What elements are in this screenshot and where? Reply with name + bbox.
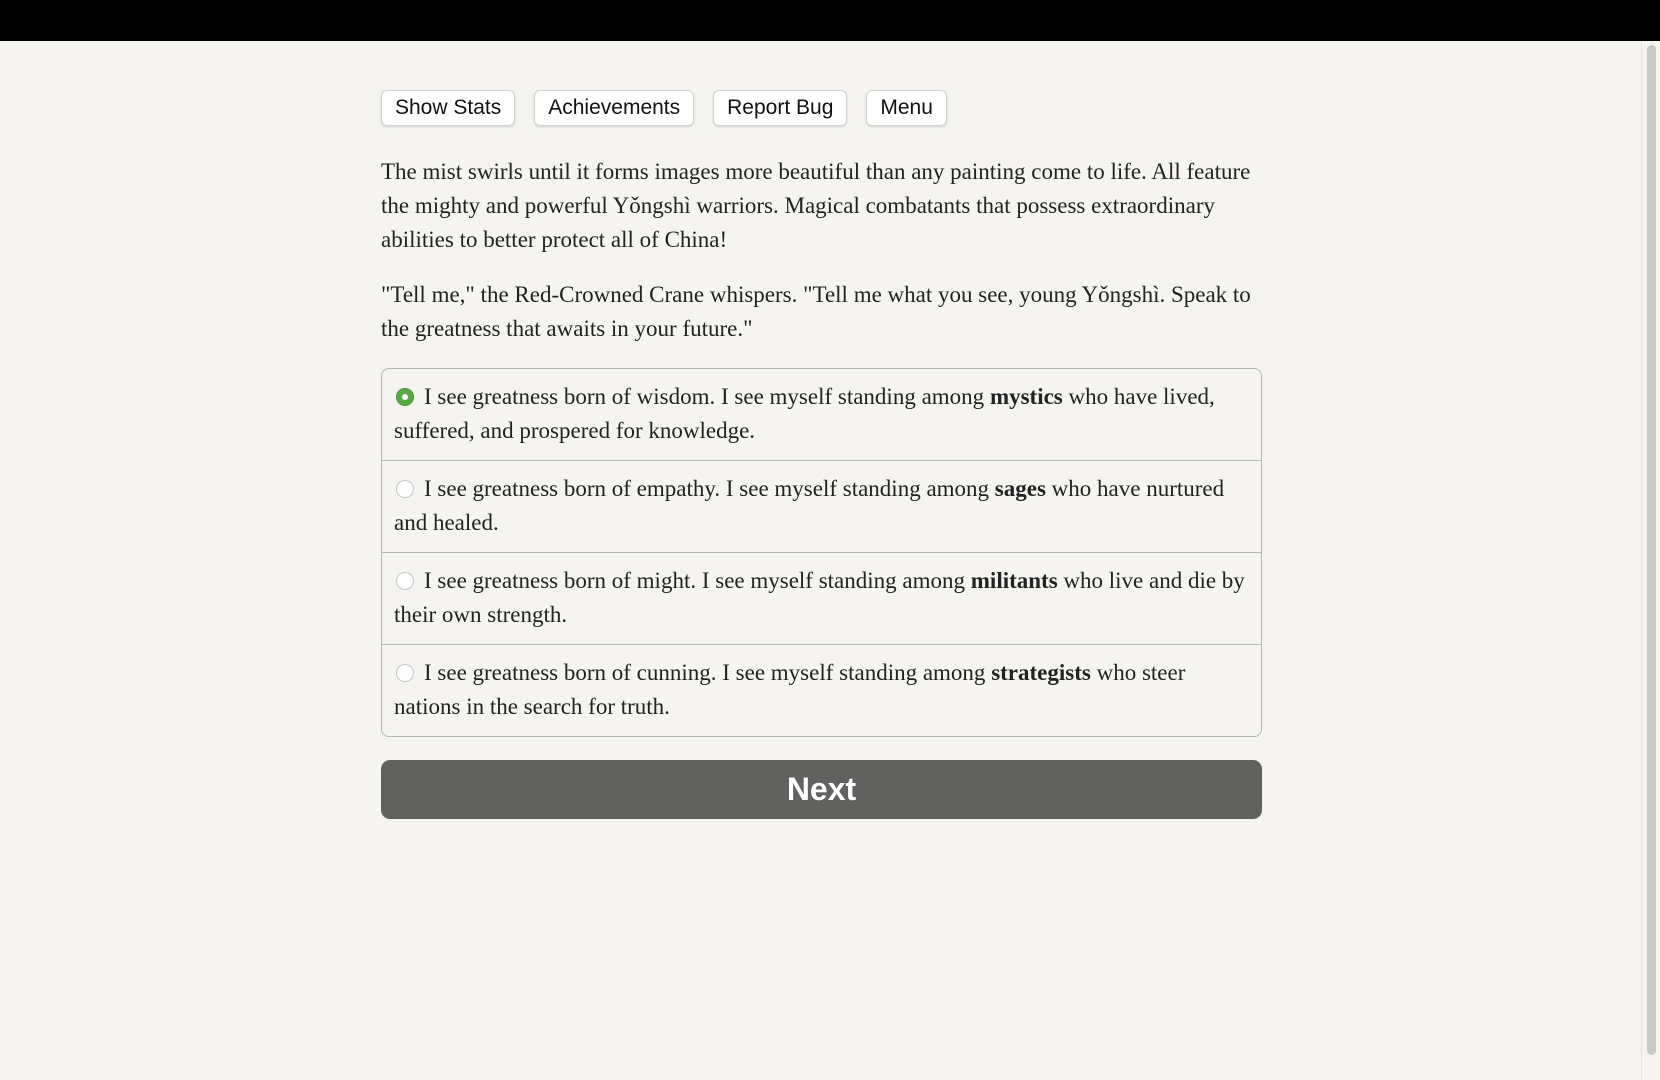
choice-text: I see greatness born of wisdom. I see myself standing among [424,384,990,409]
choice-option-cunning[interactable] [382,644,1261,736]
radio-button-icon[interactable] [396,664,414,682]
choice-text: who live and die by their own strength. [394,568,1245,627]
choice-option-might[interactable] [382,552,1261,644]
toolbar [381,90,1262,125]
browser-top-bar [0,0,1660,41]
choice-keyword: militants [970,568,1058,593]
choice-text: I see greatness born of cunning. I see myself standing among [424,660,992,685]
scrollbar-thumb[interactable] [1647,45,1656,1055]
choice-option-empathy[interactable] [382,460,1261,552]
choice-keyword: strategists [991,660,1091,685]
choice-text: I see greatness born of empathy. I see myself standing among [424,476,995,501]
achievements-button[interactable]: Achievements [534,90,694,126]
choice-text: who have lived, suffered, and prospered for knowledge. [394,384,1215,443]
menu-button[interactable]: Menu [866,90,947,126]
choice-list [381,368,1262,737]
game-container [381,90,1262,819]
choice-text: who have nurtured and healed. [394,476,1225,535]
story-paragraph-2: "Tell me," the Red-Crowned Crane whispers. "Tell me what you see, young Yǒngshì. Speak to the greatness that awaits in your future." [381,282,1251,341]
story-paragraph-1: The mist swirls until it forms images more beautiful than any painting come to life. All feature the mighty and powerful Yǒngshì warriors. Magical combatants that possess extraordinary abilities to better protect all of China! [381,159,1251,252]
radio-button-icon[interactable] [396,480,414,498]
choice-keyword: mystics [989,384,1063,409]
choice-text: I see greatness born of might. I see myself standing among [424,568,971,593]
show-stats-button[interactable]: Show Stats [381,90,515,126]
radio-button-icon[interactable] [396,388,414,406]
report-bug-button[interactable]: Report Bug [713,90,847,126]
choice-keyword: sages [994,476,1046,501]
radio-button-icon[interactable] [396,572,414,590]
next-button[interactable]: Next [381,760,1262,819]
choice-option-wisdom[interactable] [382,369,1261,460]
choice-text: who steer nations in the search for truth. [394,660,1186,719]
